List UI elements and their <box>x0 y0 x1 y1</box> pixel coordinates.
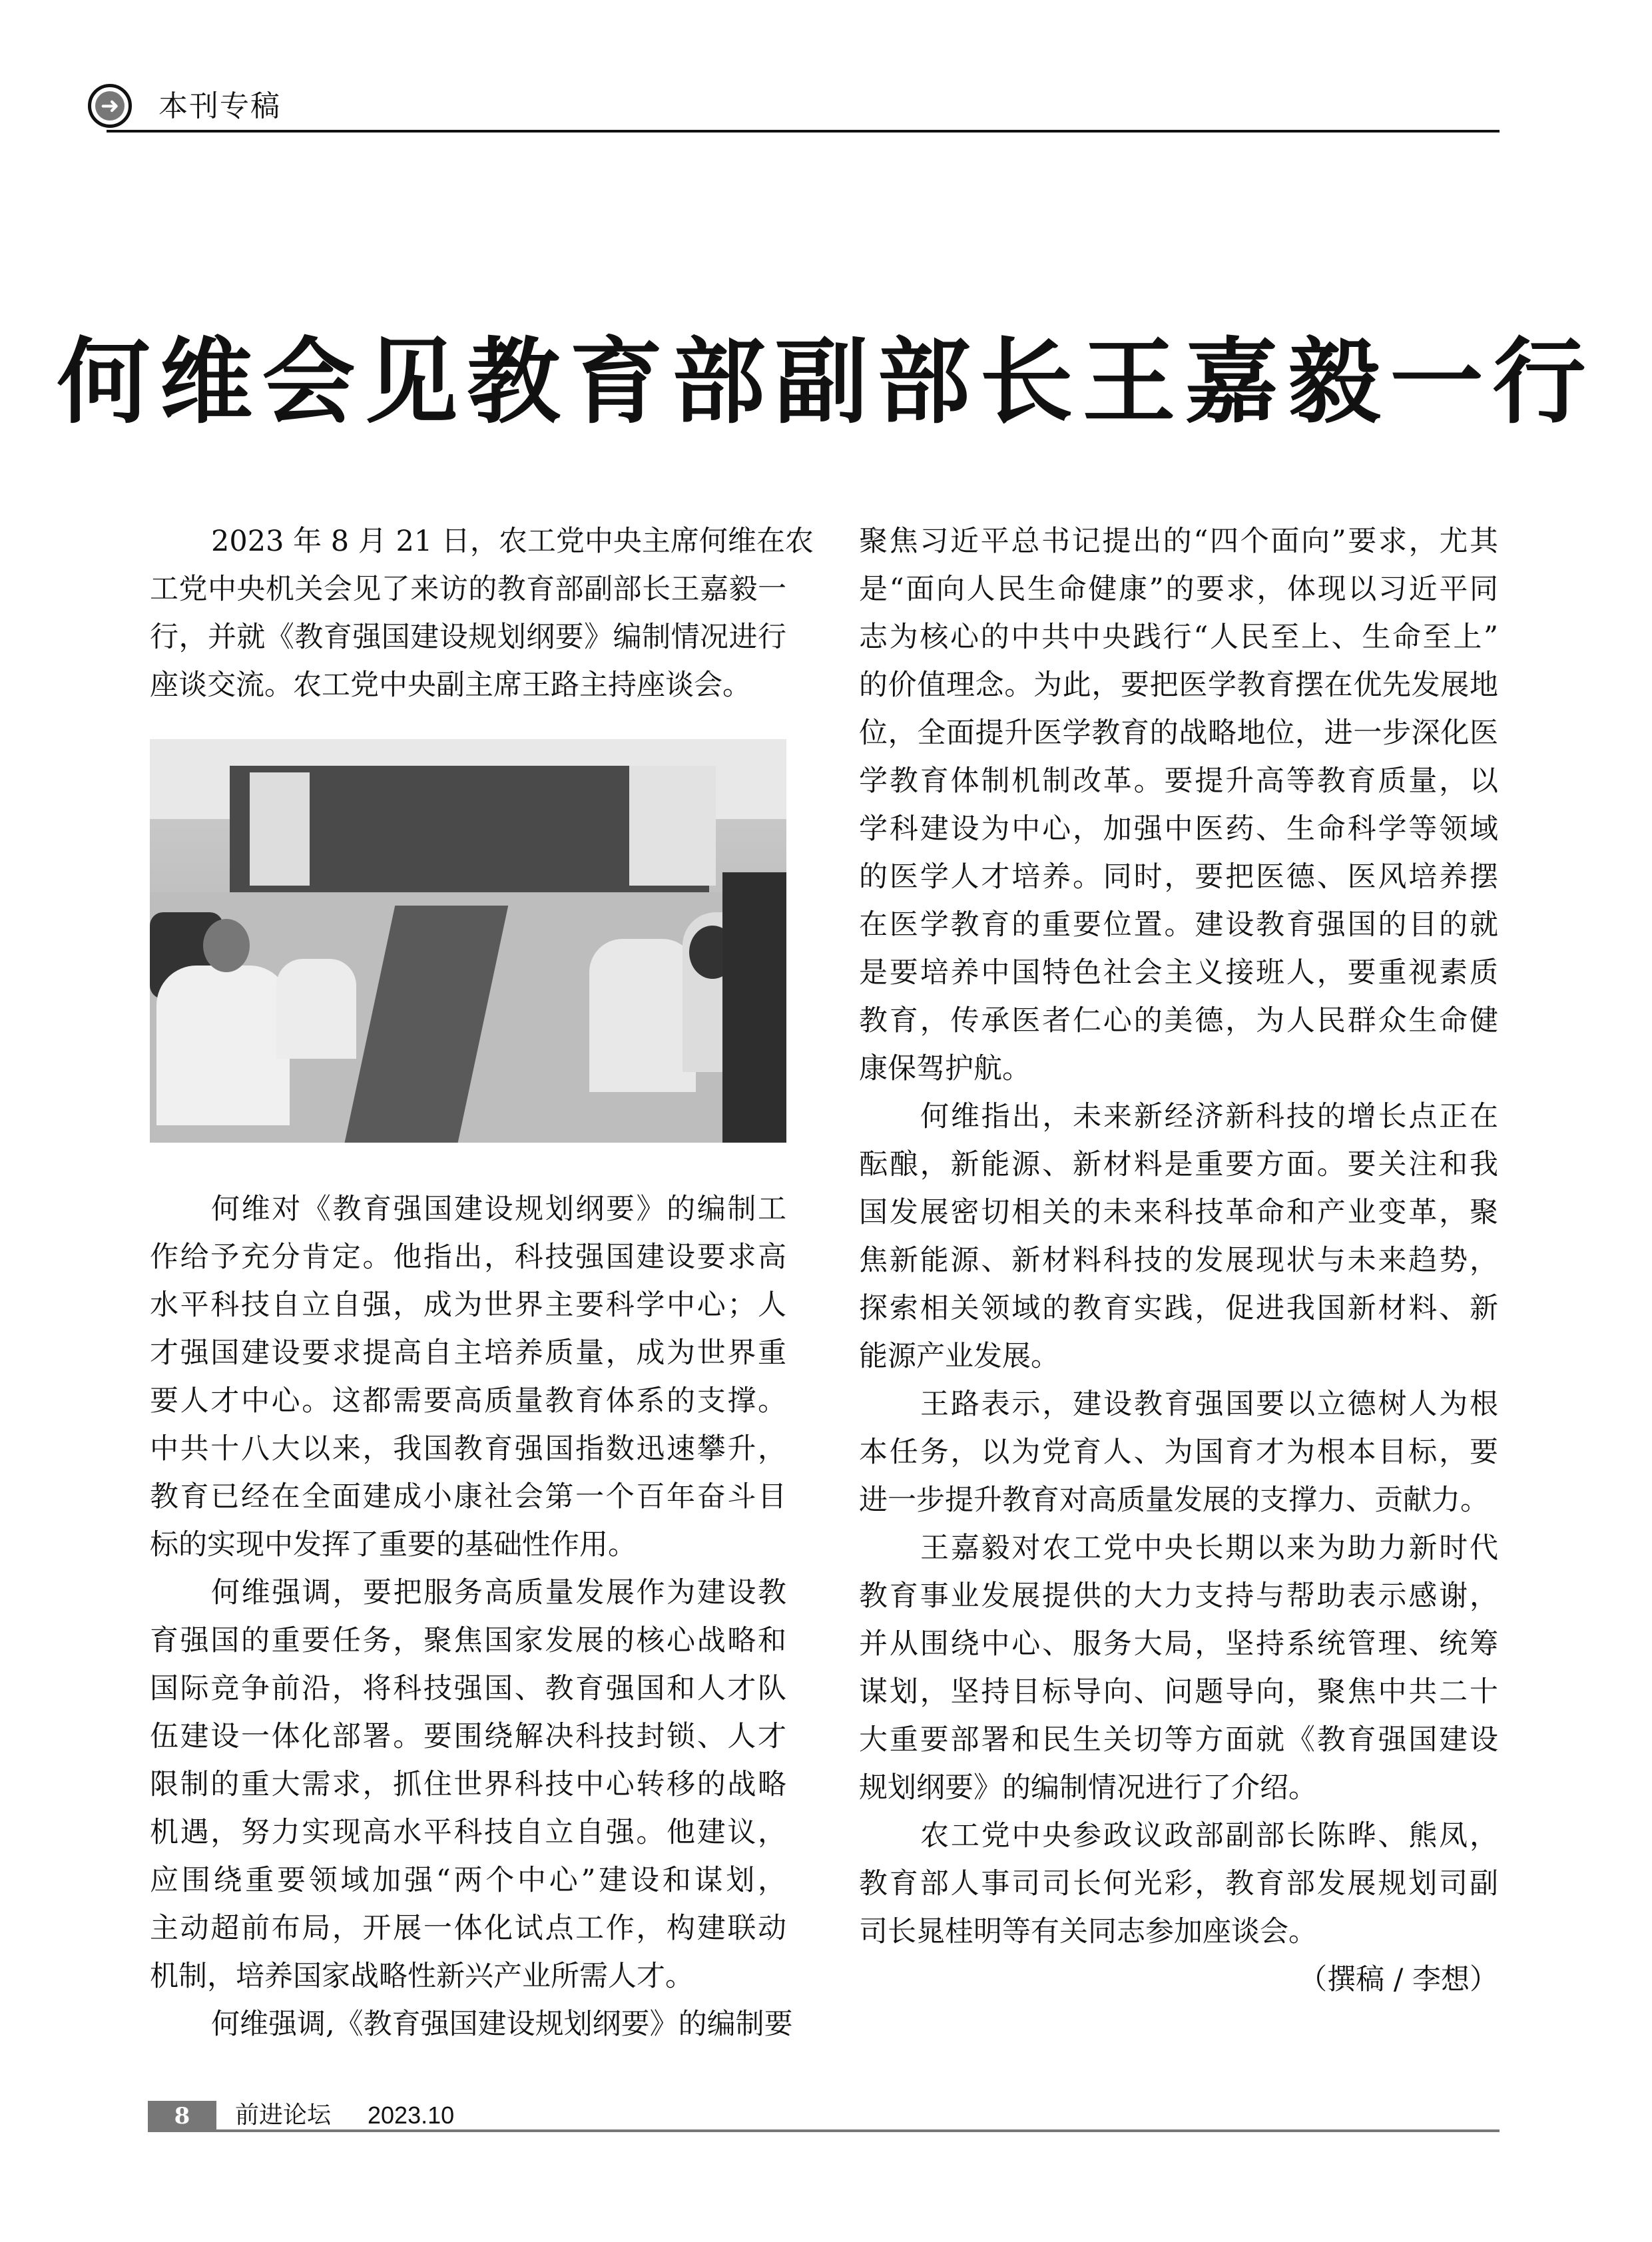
text-line: 农工党中央参政议政部副部长陈晔、熊凤， <box>920 1819 1498 1852</box>
text-line: 探索相关领域的教育实践，促进我国新材料、新 <box>859 1292 1498 1325</box>
text-line: 行，并就《教育强国建设规划纲要》编制情况进行 <box>150 621 786 654</box>
text-line: 能源产业发展。 <box>859 1340 1059 1373</box>
text-line: 何维对《教育强国建设规划纲要》的编制工 <box>211 1193 786 1226</box>
left-column-bottom <box>150 1185 793 2048</box>
text-line: 机制，培养国家战略性新兴产业所需人才。 <box>150 1960 694 1993</box>
text-line: 中共十八大以来，我国教育强国指数迅速攀升， <box>150 1432 786 1466</box>
text-line: 学科建设为中心，加强中医药、生命科学等领域 <box>859 812 1498 846</box>
paragraph <box>859 1812 1498 1956</box>
text-line: 规划纲要》的编制情况进行了介绍。 <box>859 1771 1317 1805</box>
text-line: 限制的重大需求，抓住世界科技中心转移的战略 <box>150 1768 786 1801</box>
paragraph <box>150 1569 786 2000</box>
text-line: 应围绕重要领域加强“两个中心”建设和谋划， <box>150 1864 786 1897</box>
header-divider <box>107 130 1500 133</box>
text-line: 位，全面提升医学教育的战略地位，进一步深化医 <box>859 716 1498 750</box>
text-line: 标的实现中发挥了重要的基础性作用。 <box>150 1528 637 1561</box>
text-line: 教育，传承医者仁心的美德，为人民群众生命健 <box>859 1004 1498 1037</box>
text-line: 焦新能源、新材料科技的发展现状与未来趋势， <box>859 1244 1498 1277</box>
left-column-top <box>150 517 814 709</box>
article-title: 何维会见教育部副部长王嘉毅一行 <box>57 328 1595 437</box>
text-line: 在医学教育的重要位置。建设教育强国的目的就 <box>859 908 1498 942</box>
text-line: 伍建设一体化部署。要围绕解决科技封锁、人才 <box>150 1720 786 1753</box>
text-line: 大重要部署和民生关切等方面就《教育强国建设 <box>859 1723 1498 1757</box>
text-line: 王嘉毅对农工党中央长期以来为助力新时代 <box>920 1532 1498 1565</box>
text-line: 司长晁桂明等有关同志参加座谈会。 <box>859 1915 1317 1948</box>
section-label: 本刊专稿 <box>158 89 281 123</box>
text-line: 康保驾护航。 <box>859 1052 1031 1085</box>
text-line: 并从围绕中心、服务大局，坚持系统管理、统筹 <box>859 1627 1498 1661</box>
text-line: 志为核心的中共中央践行“人民至上、生命至上” <box>859 621 1498 654</box>
paragraph <box>859 1524 1498 1812</box>
text-line: 机遇，努力实现高水平科技自立自强。他建议， <box>150 1816 786 1849</box>
text-line: 教育已经在全面建成小康社会第一个百年奋斗目 <box>150 1480 786 1514</box>
text-line: 是“面向人民生命健康”的要求，体现以习近平同 <box>859 573 1498 606</box>
text-line: 工党中央机关会见了来访的教育部副部长王嘉毅一 <box>150 573 786 606</box>
text-line: 教育部人事司司长何光彩，教育部发展规划司副 <box>859 1867 1498 1900</box>
paragraph <box>859 1380 1498 1524</box>
text-line: 主动超前布局，开展一体化试点工作，构建联动 <box>150 1912 786 1945</box>
text-line: 水平科技自立自强，成为世界主要科学中心；人 <box>150 1288 786 1322</box>
magazine-name: 前进论坛 <box>235 2102 332 2129</box>
text-line: 国发展密切相关的未来科技革命和产业变革，聚 <box>859 1196 1498 1229</box>
text-line: 的价值理念。为此，要把医学教育摆在优先发展地 <box>859 669 1498 702</box>
text-line: 王路表示，建设教育强国要以立德树人为根 <box>920 1388 1498 1421</box>
text-line: 2023 年 8 月 21 日，农工党中央主席何维在农 <box>211 525 814 558</box>
text-line: 何维强调，要把服务高质量发展作为建设教 <box>211 1576 786 1609</box>
paragraph <box>150 1185 786 1569</box>
text-line: 酝酿，新能源、新材料是重要方面。要关注和我 <box>859 1148 1498 1181</box>
text-line: 国际竞争前沿，将科技强国、教育强国和人才队 <box>150 1672 786 1705</box>
text-line: 要人才中心。这都需要高质量教育体系的支撑。 <box>150 1384 786 1418</box>
text-line: 才强国建设要求提高自主培养质量，成为世界重 <box>150 1336 786 1370</box>
text-line: 学教育体制机制改革。要提升高等教育质量，以 <box>859 764 1498 798</box>
text-line: 座谈交流。农工党中央副主席王路主持座谈会。 <box>150 669 751 702</box>
paragraph <box>859 1093 1498 1380</box>
text-line: 进一步提升教育对高质量发展的支撑力、贡献力。 <box>859 1484 1489 1517</box>
text-line: 教育事业发展提供的大力支持与帮助表示感谢， <box>859 1579 1498 1613</box>
paragraph <box>859 517 1498 1093</box>
issue-date: 2023.10 <box>368 2102 455 2129</box>
paragraph <box>150 517 814 709</box>
meeting-photo <box>150 739 786 1143</box>
text-line: 本任务，以为党育人、为国育才为根本目标，要 <box>859 1436 1498 1469</box>
text-line: 是要培养中国特色社会主义接班人，要重视素质 <box>859 956 1498 989</box>
page-number: 8 <box>148 2101 216 2132</box>
paragraph <box>150 2000 793 2048</box>
text-line: 作给予充分肯定。他指出，科技强国建设要求高 <box>150 1241 786 1274</box>
text-line: 育强国的重要任务，聚焦国家发展的核心战略和 <box>150 1624 786 1657</box>
text-line: 聚焦习近平总书记提出的“四个面向”要求，尤其 <box>859 525 1498 558</box>
text-line: 谋划，坚持目标导向、问题导向，聚焦中共二十 <box>859 1675 1498 1709</box>
arrow-right-circle-icon: ➜ <box>88 84 132 128</box>
footer-divider <box>216 2129 1500 2132</box>
text-line: 何维强调,《教育强国建设规划纲要》的编制要 <box>211 2008 793 2041</box>
text-line: 的医学人才培养。同时，要把医德、医风培养摆 <box>859 860 1498 894</box>
right-column <box>859 517 1498 2004</box>
text-line: 何维指出，未来新经济新科技的增长点正在 <box>920 1100 1498 1133</box>
byline: （撰稿 / 李想） <box>1298 1963 1498 1996</box>
